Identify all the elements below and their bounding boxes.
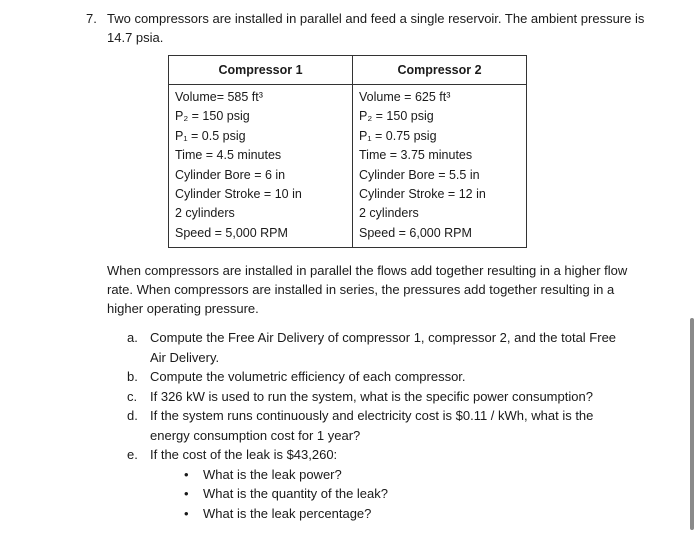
table-row <box>169 85 527 248</box>
question-marker: b. <box>127 369 138 384</box>
c2-p1: P₁ = 0.75 psig <box>359 128 437 143</box>
question-d <box>127 406 627 445</box>
c2-stroke: Cylinder Stroke = 12 in <box>359 187 486 202</box>
c1-volume: Volume= 585 ft³ <box>175 90 263 104</box>
leak-bullet-list <box>150 465 627 524</box>
bullet-icon: • <box>184 466 189 482</box>
table-header-row <box>169 56 527 85</box>
c1-p1: P₁ = 0.5 psig <box>175 128 246 143</box>
c2-volume: Volume = 625 ft³ <box>359 90 451 104</box>
bullet-text: What is the leak power? <box>203 466 342 482</box>
bullet-icon: • <box>184 505 189 521</box>
problem-7 <box>86 9 646 47</box>
c1-p2: P₂ = 150 psig <box>175 109 250 124</box>
question-marker: a. <box>127 330 138 345</box>
question-a <box>127 328 627 367</box>
question-text: Compute the Free Air Delivery of compressor 1, compressor 2, and the total Free Air Delivery. <box>150 330 617 365</box>
problem-statement: Two compressors are installed in parallel and feed a single reservoir. The ambient pressure is 14.7 psia. <box>107 11 645 45</box>
header-compressor-1: Compressor 1 <box>169 56 353 85</box>
question-c <box>127 387 627 407</box>
parallel-series-note: When compressors are installed in parallel the flows add together resulting in a higher flow rate. When compressors are installed in series, the pressures add together resulting in a higher operating pressure. <box>107 263 628 316</box>
c2-time: Time = 3.75 minutes <box>359 148 473 163</box>
compressor-spec-table <box>168 55 527 248</box>
bullet-text: What is the leak percentage? <box>203 505 372 521</box>
question-marker: c. <box>127 388 138 404</box>
c1-bore: Cylinder Bore = 6 in <box>175 167 286 182</box>
question-marker: e. <box>127 447 138 462</box>
list-item <box>150 504 627 524</box>
c2-cylinders: 2 cylinders <box>359 206 419 221</box>
c1-cylinders: 2 cylinders <box>175 206 235 221</box>
bullet-text: What is the quantity of the leak? <box>203 486 388 501</box>
c2-speed: Speed = 6,000 RPM <box>359 225 472 240</box>
c1-time: Time = 4.5 minutes <box>175 148 282 163</box>
compressor-1-specs <box>169 85 353 248</box>
problem-number: 7. <box>86 11 97 26</box>
bullet-icon: • <box>184 486 189 501</box>
question-text: If the cost of the leak is $43,260: <box>150 447 338 462</box>
c1-speed: Speed = 5,000 RPM <box>175 225 288 240</box>
question-text: Compute the volumetric efficiency of each compressor. <box>150 369 466 384</box>
question-e <box>127 445 627 523</box>
question-text: If 326 kW is used to run the system, what is the specific power consumption? <box>150 388 593 404</box>
header-compressor-2: Compressor 2 <box>353 56 527 85</box>
c2-p2: P₂ = 150 psig <box>359 109 434 124</box>
list-item <box>150 465 627 485</box>
compressor-2-specs <box>353 85 527 248</box>
c1-stroke: Cylinder Stroke = 10 in <box>175 187 302 202</box>
c2-bore: Cylinder Bore = 5.5 in <box>359 167 480 182</box>
list-item <box>150 484 627 504</box>
question-list <box>127 328 627 523</box>
question-marker: d. <box>127 408 138 423</box>
question-text: If the system runs continuously and electricity cost is $0.11 / kWh, what is the energy consumption cost for 1 year? <box>150 408 594 443</box>
vertical-scrollbar[interactable] <box>690 318 694 530</box>
question-b <box>127 367 627 387</box>
